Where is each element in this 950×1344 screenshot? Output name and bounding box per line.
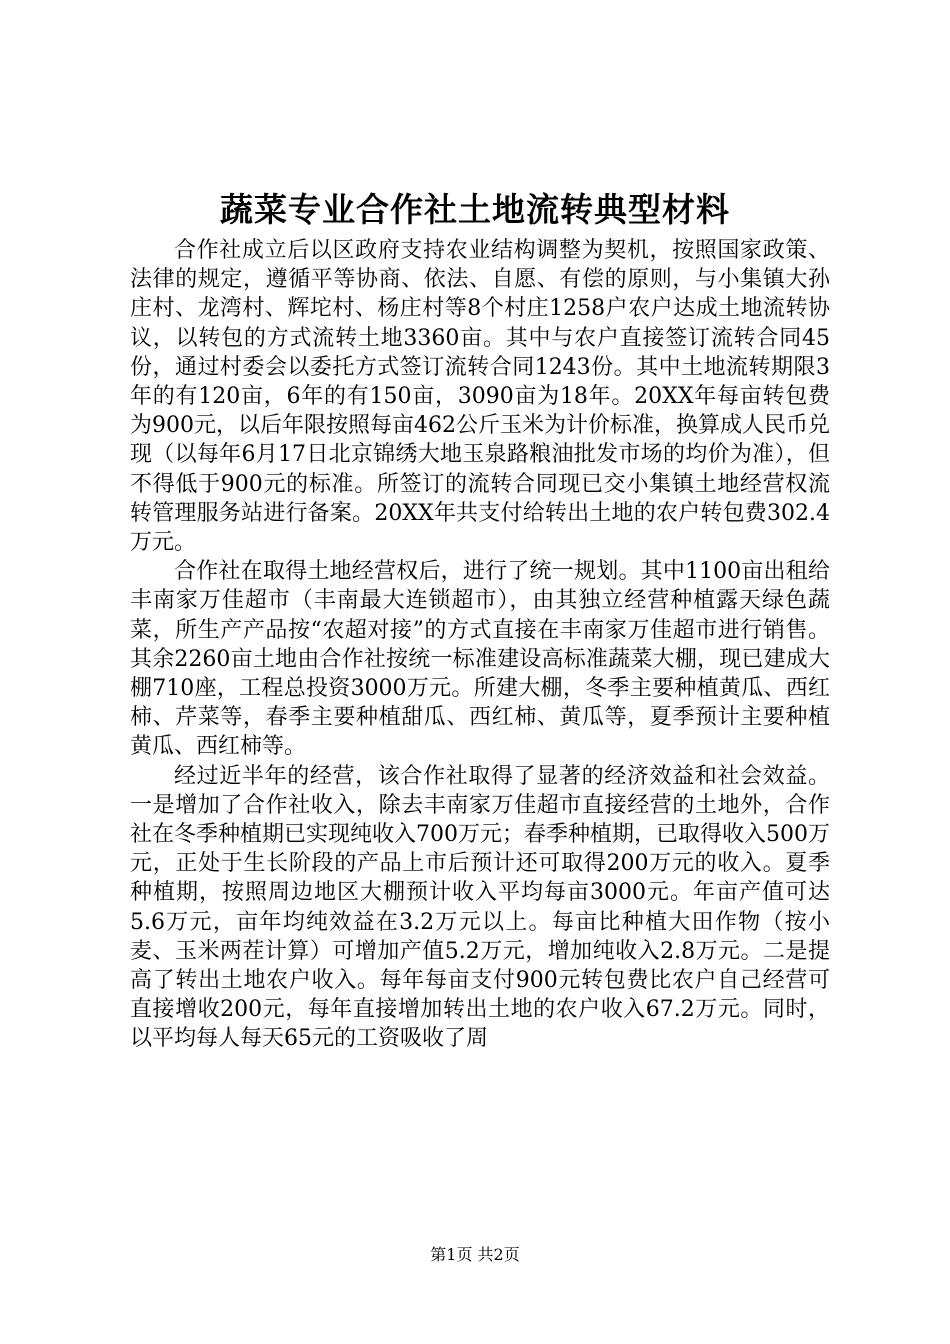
- paragraph-benefits: 经过近半年的经营，该合作社取得了显著的经济效益和社会效益。一是增加了合作社收入，除去丰南家万佳超市直接经营的土地外，合作社在冬季种植期已实现纯收入700万元；春季种植期，已取得收入500万元，正处于生长阶段的产品上市后预计还可取得200万元的收入。夏季种植期，按照周边地区大棚预计收入平均每亩3000元。年亩产值可达5.6万元，亩年均纯效益在3.2万元以上。每亩比种植大田作物（按小麦、玉米两茬计算）可增加产值5.2万元，增加纯收入2.8万元。二是提高了转出土地农户收入。每年每亩支付900元转包费比农户自己经营可直接增收200元，每年直接增加转出土地的农户收入67.2万元。同时，以平均每人每天65元的工资吸收了周: [130, 763, 830, 1052]
- page-footer: 第1页 共2页: [430, 1245, 520, 1264]
- paragraph-land-transfer: 合作社成立后以区政府支持农业结构调整为契机，按照国家政策、法律的规定，遵循平等协商、依法、自愿、有偿的原则，与小集镇大孙庄村、龙湾村、辉坨村、杨庄村等8个村庄1258户农户达成土地流转协议，以转包的方式流转土地3360亩。其中与农户直接签订流转合同45份，通过村委会以委托方式签订流转合同1243份。其中土地流转期限3年的有120亩，6年的有150亩，3090亩为18年。20XX年每亩转包费为900元，以后年限按照每亩462公斤玉米为计价标准，换算成人民币兑现（以每年6月17日北京锦绣大地玉泉路粮油批发市场的均价为准），但不得低于900元的标准。所签订的流转合同现已交小集镇土地经营权流转管理服务站进行备案。20XX年共支付给转出土地的农户转包费302.4万元。: [130, 238, 830, 556]
- document-title: 蔬菜专业合作社土地流转典型材料: [220, 190, 730, 229]
- document-body: [130, 236, 830, 1054]
- paragraph-land-planning: 合作社在取得土地经营权后，进行了统一规划。其中1100亩出租给丰南家万佳超市（丰南最大连锁超市），由其独立经营种植露天绿色蔬菜，所生产产品按“农超对接”的方式直接在丰南家万佳超市进行销售。其余2260亩土地由合作社按统一标准建设高标准蔬菜大棚，现已建成大棚710座，工程总投资3000万元。所建大棚，冬季主要种植黄瓜、西红柿、芹菜等，春季主要种植甜瓜、西红柿、黄瓜等，夏季预计主要种植黄瓜、西红柿等。: [130, 559, 830, 760]
